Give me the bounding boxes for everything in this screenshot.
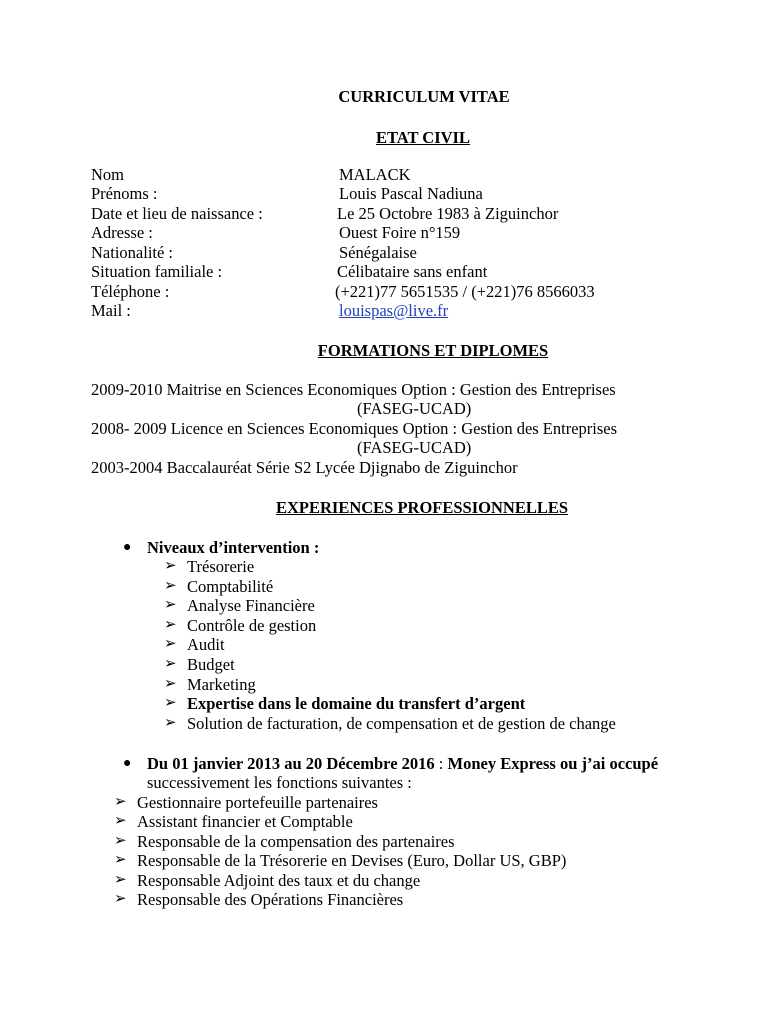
list-item: Trésorerie — [187, 557, 255, 576]
arrow-bullet-icon: ➢ — [114, 833, 127, 849]
etat-civil-heading: ETAT CIVIL — [376, 128, 470, 147]
label-mail: Mail : — [91, 301, 131, 320]
list-item: Assistant financier et Comptable — [137, 812, 353, 831]
value-situation: Célibataire sans enfant — [337, 262, 488, 281]
value-prenoms: Louis Pascal Nadiuna — [339, 184, 483, 203]
label-nationalite: Nationalité : — [91, 243, 174, 262]
arrow-bullet-icon: ➢ — [164, 636, 177, 652]
formation-item: 2009-2010 Maitrise en Sciences Economiques Option : Gestion des Entreprises — [91, 380, 616, 399]
label-prenoms: Prénoms : — [91, 184, 158, 203]
list-item: Audit — [187, 635, 225, 654]
formation-item: 2003-2004 Baccalauréat Série S2 Lycée Djignabo de Ziguinchor — [91, 458, 518, 477]
arrow-bullet-icon: ➢ — [114, 794, 127, 810]
list-item: Responsable de la compensation des partenaires — [137, 832, 455, 851]
bullet-icon: ● — [123, 756, 132, 771]
label-nom: Nom — [91, 165, 124, 184]
niveaux-title: Niveaux d’intervention : — [147, 538, 320, 557]
formation-institution: (FASEG-UCAD) — [357, 438, 472, 457]
experiences-heading: EXPERIENCES PROFESSIONNELLES — [275, 498, 569, 517]
arrow-bullet-icon: ➢ — [114, 813, 127, 829]
document-title: CURRICULUM VITAE — [338, 87, 510, 106]
job-period: Du 01 janvier 2013 au 20 Décembre 2016 — [147, 754, 435, 773]
formations-heading: FORMATIONS ET DIPLOMES — [317, 341, 549, 360]
formation-item: 2008- 2009 Licence en Sciences Economiques Option : Gestion des Entreprises — [91, 419, 618, 438]
arrow-bullet-icon: ➢ — [114, 891, 127, 907]
value-nom: MALACK — [339, 165, 411, 184]
value-nationalite: Sénégalaise — [339, 243, 417, 262]
bullet-icon: ● — [123, 540, 132, 555]
arrow-bullet-icon: ➢ — [164, 676, 177, 692]
value-naissance: Le 25 Octobre 1983 à Ziguinchor — [337, 204, 559, 223]
job-header — [147, 754, 658, 773]
value-telephone: (+221)77 5651535 / (+221)76 8566033 — [335, 282, 595, 301]
arrow-bullet-icon: ➢ — [164, 597, 177, 613]
value-adresse: Ouest Foire n°159 — [339, 223, 461, 242]
arrow-bullet-icon: ➢ — [164, 695, 177, 711]
list-item: Marketing — [187, 675, 256, 694]
list-item: Responsable de la Trésorerie en Devises (Euro, Dollar US, GBP) — [137, 851, 567, 870]
label-situation: Situation familiale : — [91, 262, 223, 281]
list-item: Solution de facturation, de compensation et de gestion de change — [187, 714, 616, 733]
job-continuation: successivement les fonctions suivantes : — [147, 773, 412, 792]
label-naissance: Date et lieu de naissance : — [91, 204, 263, 223]
arrow-bullet-icon: ➢ — [164, 578, 177, 594]
job-company: Money Express ou j’ai occupé — [447, 754, 659, 773]
arrow-bullet-icon: ➢ — [164, 558, 177, 574]
list-item: Expertise dans le domaine du transfert d’argent — [187, 694, 526, 713]
formation-institution: (FASEG-UCAD) — [357, 399, 472, 418]
label-telephone: Téléphone : — [91, 282, 170, 301]
list-item: Contrôle de gestion — [187, 616, 317, 635]
job-separator: : — [434, 754, 448, 773]
email-link[interactable]: louispas@live.fr — [339, 301, 449, 320]
list-item: Analyse Financière — [187, 596, 315, 615]
arrow-bullet-icon: ➢ — [164, 715, 177, 731]
label-adresse: Adresse : — [91, 223, 153, 242]
arrow-bullet-icon: ➢ — [164, 656, 177, 672]
arrow-bullet-icon: ➢ — [114, 852, 127, 868]
list-item: Gestionnaire portefeuille partenaires — [137, 793, 378, 812]
arrow-bullet-icon: ➢ — [164, 617, 177, 633]
list-item: Budget — [187, 655, 235, 674]
list-item: Responsable Adjoint des taux et du change — [137, 871, 421, 890]
arrow-bullet-icon: ➢ — [114, 872, 127, 888]
list-item: Responsable des Opérations Financières — [137, 890, 404, 909]
list-item: Comptabilité — [187, 577, 274, 596]
